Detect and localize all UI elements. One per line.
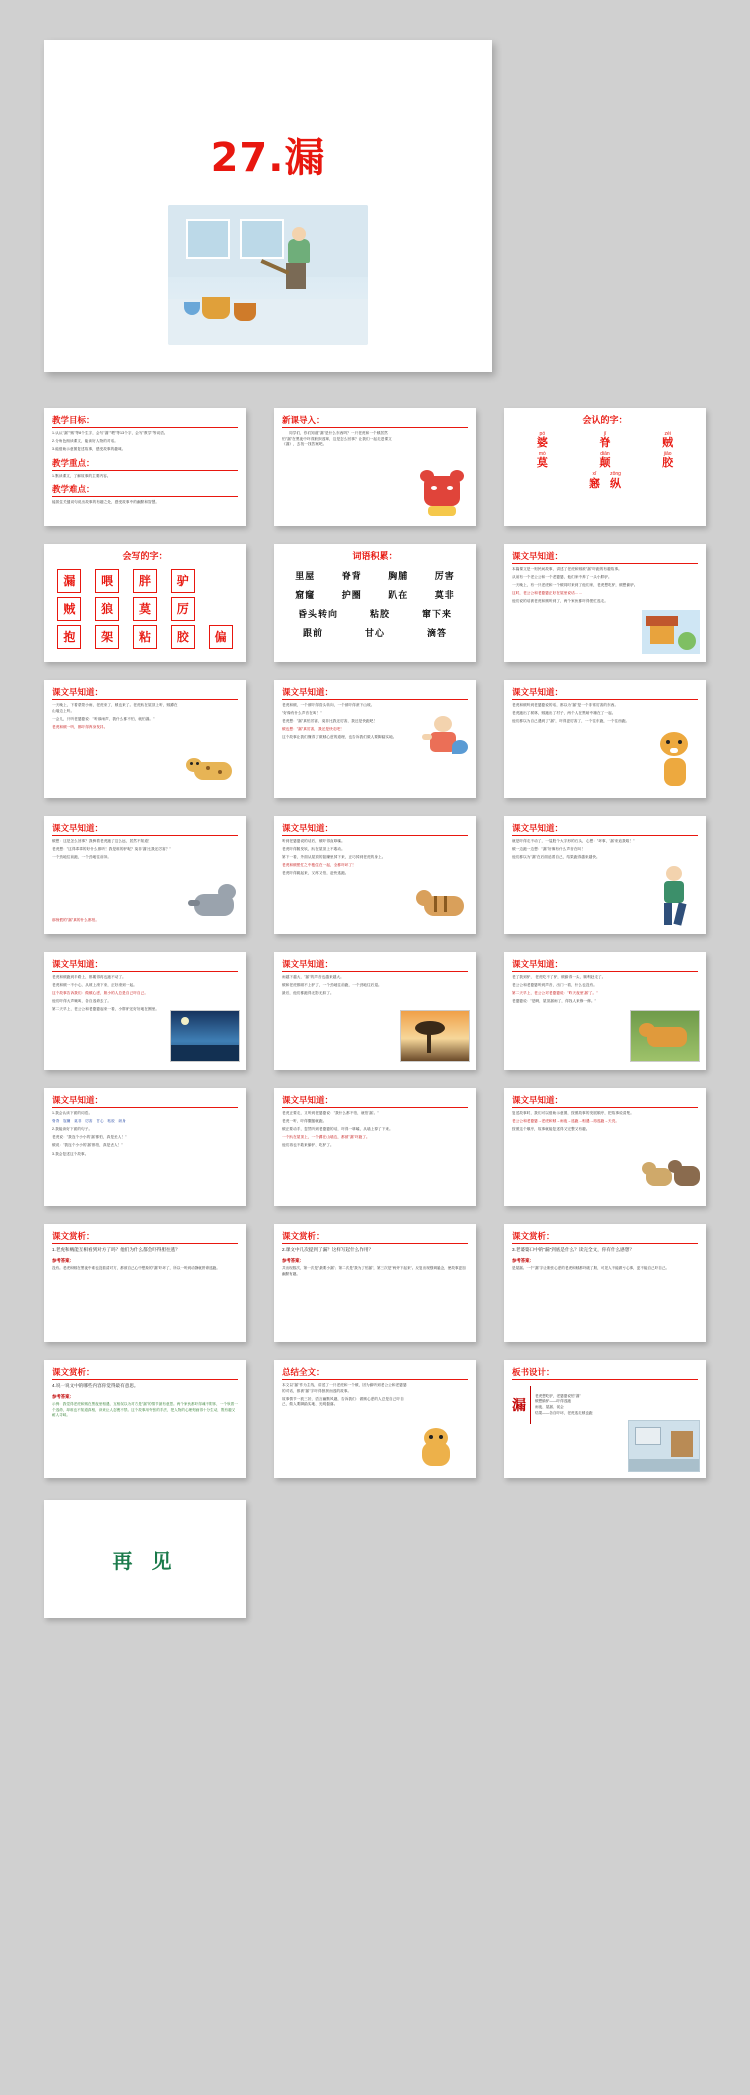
photo-night-landscape	[170, 1010, 240, 1062]
char-box: 莫	[133, 597, 157, 621]
text-line: 第二天早上，老公公对老婆婆说："昨天夜里'漏'了。"	[512, 991, 598, 996]
cartoon-person-thinking-drip-icon	[420, 714, 468, 760]
key-line: 1.默读课文，了解故事的主要内容。	[52, 474, 111, 479]
text-line: 从前有一个老公公和一个老婆婆，他们家中养了一头小胖驴。	[512, 575, 612, 580]
house-night-illustration-icon	[642, 610, 700, 654]
page-title: 27.漏	[210, 135, 326, 181]
slide-header: 课文早知道：	[512, 1095, 698, 1108]
pinyin-cell: diān 颠	[599, 450, 611, 470]
slide-board-design[interactable]	[504, 1360, 706, 1478]
text-line-highlight: 老虎和贼慌忙之中抱住在一起，全都吓坏了！	[282, 863, 356, 868]
slide-header: 课文早知道：	[512, 959, 698, 972]
slide-header: 课文早知道：	[512, 687, 698, 700]
slide-header: 课文早知道：	[52, 959, 238, 972]
photo-tiger-grass	[630, 1010, 700, 1062]
slide-appreciation-2[interactable]	[274, 1224, 476, 1342]
text-line: 3.我会复述这个故事。	[52, 1151, 89, 1156]
text-line: 他们说的话被老虎和贼听到了，两个家伙都吓得慌忙逃走。	[512, 599, 609, 604]
slide-header: 课文早知道：	[512, 823, 698, 836]
text-line: 脊背 窟窿 莫非 厉害 甘心 粘胶 纵身	[52, 1119, 126, 1124]
text-line: 老虎跑出了树林，贼跑出了村子，两个人在黑暗中撞在了一起。	[512, 711, 616, 716]
slide-early-know-8[interactable]	[44, 952, 246, 1070]
text-line: 他们再也不敢来偷驴、吃驴了。	[282, 1143, 334, 1148]
text-line: 这个故事让我们懂得了做贼心虚的道理，也告诉我们做人要脚踏实地。	[282, 735, 397, 740]
text-line: 听到老婆婆说的话后，贼吓得直哆嗦。	[282, 839, 345, 844]
slide-header: 课文早知道：	[282, 959, 468, 972]
text-line-highlight: 这个故事告诉我们：做贼心虚，胆小的人总是自己吓自己。	[52, 991, 149, 996]
cartoon-tiger-sitting-icon	[412, 1428, 460, 1472]
text-line-highlight: 一个趴在屋顶上，一个蹲在山墙边，都被"漏"吓跑了。	[282, 1135, 370, 1140]
photo-room-interior	[628, 1420, 700, 1472]
text-line: 老了我到驴， 老虎吃不了驴，贼偷得一头，顺利赶走了。	[512, 975, 606, 980]
cartoon-tiger-red-icon	[416, 466, 468, 518]
char-grid	[52, 569, 238, 649]
slide-appreciation-1[interactable]	[44, 1224, 246, 1342]
char-box: 偏	[209, 625, 233, 649]
slide-subheader-difficulty: 教学难点：	[52, 484, 238, 497]
text-line: 这时，老公公和老婆婆正好在屋里说话……	[512, 591, 583, 596]
slide-early-know-9[interactable]	[274, 952, 476, 1070]
slide-grid	[44, 408, 706, 1478]
char-box: 抱	[57, 625, 81, 649]
slide-header: 课文早知道：	[52, 1095, 238, 1108]
end-slide	[44, 1500, 246, 1618]
text-line: 他们吓得大声喊叫，各自逃命去了。	[52, 999, 112, 1004]
slide-header: 课文赏析：	[512, 1231, 698, 1244]
text-line: 老虎和贼听到老婆婆说的话，都以为"漏"是一个非常厉害的东西。	[512, 703, 619, 708]
text-line: 老虎说："我连个小小的'漏'都怕，真是丢人！"	[52, 1135, 127, 1140]
answer-label: 参考答案：	[52, 1394, 74, 1400]
cartoon-tiger-standing-icon	[648, 728, 700, 792]
text-line: 雨越下越大，"漏"的声音也越来越大。	[282, 975, 344, 980]
char-box: 厉	[171, 597, 195, 621]
slide-early-know-10[interactable]	[504, 952, 706, 1070]
answer-text: 没有。老虎和贼在黑夜中谁也没看清对方，都被自己心中想象的"漏"吓坏了，所以一听到动静就拼命逃跑。	[52, 1266, 220, 1271]
goal-line: 1.认认"漏""贼"等8个生字，会写"漏""喂"等13个字，会写"教学"等词语。	[52, 431, 168, 436]
text-line: 贼一边跑一边想："漏"好像有什么声音在叫！	[512, 847, 585, 852]
text-line: "好像有什么声音在叫！"	[282, 711, 322, 716]
text-line: 贼想：这是怎么回事？我骑着老虎跑了这么远，居然不知道！	[52, 839, 152, 844]
text-line: 第下一看，外面从屋顶的窟窿里掉下来，正巧掉到老虎的身上。	[282, 855, 386, 860]
board-branch: 雨夜、屋漏、误会	[535, 1405, 564, 1410]
slide-header: 词语积累：	[352, 551, 398, 561]
text-line: 贼说："我连个小小的'漏'都怕，真是丢人！"	[52, 1143, 123, 1148]
slide-header: 板书设计：	[512, 1367, 698, 1380]
text-line: 一个劲地往前跑，一个劲地往前冲。	[52, 855, 112, 860]
intro-text: 同学们，你们知道"漏"是什么东西吗？一只老虎和一个贼居然怕"漏"在黑夜中吓得狼狈逃窜，这是怎么回事？让我们一起走进课文《漏》，去找一找答案吧。	[282, 431, 392, 447]
slide-early-know-13[interactable]	[504, 1088, 706, 1206]
text-line: 本篇课文是一则民间故事，讲述了老虎和贼被"漏"吓跑的有趣故事。	[512, 567, 622, 572]
slide-early-know-7[interactable]	[504, 816, 706, 934]
pinyin-cell-extra: xī 窸	[589, 471, 600, 490]
pinyin-cell: jǐ 脊	[599, 430, 611, 450]
text-line: 第二天早上，老公公和老婆婆起来一看，小胖驴还好好地在圈里。	[52, 1007, 160, 1012]
slide-new-lesson-intro[interactable]	[274, 408, 476, 526]
slide-header: 课文早知道：	[52, 687, 238, 700]
slide-header: 课文早知道：	[512, 551, 698, 564]
quote-line: 那惊慌的"漏"真的什么都怕。	[52, 917, 100, 922]
answer-text: 是屋漏。一个"漏"字让胆怯心虚的老虎和贼都吓破了胆，可见人不能做亏心事，更不能自己吓自己。	[512, 1266, 670, 1271]
difficulty-line: 能抓住关键词句说出故事的有趣之处，感受故事中的幽默和智慧。	[52, 499, 160, 504]
char-box: 喂	[95, 569, 119, 593]
slide-recognize-chars[interactable]	[504, 408, 706, 526]
question-text: 4.说一说文中的哪些内容你觉得最有意思。	[52, 1383, 139, 1389]
text-line: 最后，他们都跑得无影无踪了。	[282, 991, 334, 996]
slide-early-know-4[interactable]	[504, 680, 706, 798]
pinyin-grid	[512, 432, 698, 470]
pinyin-cell: zōng 纵	[610, 471, 621, 490]
cartoon-dog-and-cow-icon	[642, 1152, 702, 1200]
text-line: 他们都以为自己遇到了"漏"，吓得更厉害了，一个往东跑，一个往西跑。	[512, 719, 630, 724]
char-box: 狼	[95, 597, 119, 621]
answer-label: 参考答案：	[512, 1258, 534, 1264]
slide-early-know-2[interactable]	[44, 680, 246, 798]
slide-early-know-3[interactable]	[274, 680, 476, 798]
photo-sunset-tree	[400, 1010, 470, 1062]
slide-early-know-1[interactable]	[504, 544, 706, 662]
slide-appreciation-4[interactable]	[44, 1360, 246, 1478]
text-line: 老虎一听，吓得撒腿就跑。	[282, 1119, 327, 1124]
slide-teaching-goals[interactable]	[44, 408, 246, 526]
char-box: 架	[95, 625, 119, 649]
slide-write-chars[interactable]	[44, 544, 246, 662]
text-line: 按照这个顺序，故事就能复述得又完整又有趣。	[512, 1127, 590, 1132]
title-slide	[44, 40, 492, 372]
text-line: 2.我能读好下面的句子。	[52, 1127, 93, 1132]
pinyin-cell: jiāo 胶	[662, 450, 674, 470]
slide-header: 新课导入：	[282, 415, 468, 428]
slide-early-know-5[interactable]	[44, 816, 246, 934]
text-line: 贼也想："漏"真厉害，我还是快走吧！	[282, 727, 344, 732]
text-line: 老婆婆说："是啊，屋顶漏雨了，得找人来修一修。"	[512, 999, 597, 1004]
char-box: 粘	[133, 625, 157, 649]
text-line: 老虎和贼一听，都吓得浑身发抖。	[52, 724, 108, 729]
text-line: 老虎和贼跑到半路上，都累得再也跑不动了。	[52, 975, 126, 980]
text-line: 他们都以为"漏"在后面追着自己，结果跑得越来越快。	[512, 855, 600, 860]
text-line: 老公公和老婆婆→老虎和贼→雨夜→逃跑→相遇→再逃跑→天亮。	[512, 1119, 620, 1124]
text-line: 老虎想："漏"真怕厉害，莫非比我还厉害，我还是快跑吧！	[282, 719, 378, 724]
word-list	[282, 569, 468, 639]
board-branch: 贼想偷驴——吓得逃跑	[535, 1399, 571, 1404]
text-line: 就是吓得走不动了，一屁股个大字形的石头，心想："坏事，'漏'来追我啦！"	[512, 839, 635, 844]
word-row: 昏头转向 粘胶 窜下来	[297, 609, 452, 620]
slide-header: 总结全文：	[282, 1367, 468, 1380]
cartoon-running-boy-icon	[654, 866, 696, 928]
text-line: 故事情节一波三折，语言幽默风趣，告诉我们：做贼心虚的人总是自己吓自己，做人要脚踏实地、光明磊落。	[282, 1396, 404, 1407]
slide-header: 课文早知道：	[282, 1095, 468, 1108]
text-line: 老虎和贼，一个被吓得昏头转向，一个被吓得滚下山坡。	[282, 703, 375, 708]
pinyin-cell: mò 莫	[536, 450, 548, 470]
slide-appreciation-3[interactable]	[504, 1224, 706, 1342]
text-line: 老虎想："这得乖乖的好什么都听！我是谁的驴呢？莫非'漏'比我还厉害？"	[52, 847, 171, 852]
slide-header: 会认的字：	[582, 415, 628, 425]
board-branch: 结果——各自吓坏，老虎逃走贼也跑	[535, 1410, 593, 1415]
slide-header: 课文赏析：	[282, 1231, 468, 1244]
text-line: 贼和老虎都顾不上驴了，一个劲地往前跑，一个劲地往后退。	[282, 983, 382, 988]
word-row: 窟窿 护圈 趴在 莫非	[295, 590, 455, 601]
pinyin-cell: pó 婆	[536, 430, 548, 450]
word-row: 里屋 脊背 胸脯 厉害	[295, 571, 455, 582]
slide-summary[interactable]	[274, 1360, 476, 1478]
cartoon-gray-animal-icon	[188, 880, 240, 928]
word-row: 跟前 甘心 滴答	[302, 628, 447, 639]
slide-subheader-key: 教学重点：	[52, 458, 238, 471]
answer-label: 参考答案：	[282, 1258, 304, 1264]
slide-early-know-12[interactable]	[274, 1088, 476, 1206]
goal-line: 2.分角色朗读课文，能读好人物的对话。	[52, 439, 118, 444]
answer-text: 共出现数次，第一次是"最要小漏"；第二次是"我为了怕漏"，第三次是"两旁下起来"。反复出现强调悬念，使故事更加幽默有趣。	[282, 1266, 466, 1276]
cartoon-leopard-icon	[186, 750, 240, 790]
board-center-word: 漏	[512, 1398, 526, 1415]
goodbye-text: 再 见	[112, 1548, 178, 1573]
slide-header: 会写的字：	[122, 551, 168, 561]
question-text: 3.老婆婆口中的"漏"到底是什么？读完全文，你有什么感想？	[512, 1247, 634, 1253]
char-box: 贼	[57, 597, 81, 621]
slide-header: 课文赏析：	[52, 1367, 238, 1380]
slide-header: 教学目标：	[52, 415, 238, 428]
text-line: 复述故事时，我们可以借助示意图，按照故事的发展顺序，把故事说清楚。	[512, 1111, 634, 1116]
text-line: 一会儿，只听老婆婆说："听那雨声，我什么都不怕，就怕漏。"	[52, 716, 155, 721]
text-line: 贼正要动手，忽然听到老婆婆的话，吓得一哆嗦，从墙上掉了下来。	[282, 1127, 393, 1132]
answer-text: 示例：我觉得老虎和贼在黑夜里相遇，互相误以为对方是"漏"的情节最有意思。两个家伙都吓得魂不附体，一个驮着一个逃命，却谁也不知道真相，读来让人忍俊不禁。这个故事用夸张的手法，把人物的心理刻画得十分生动，既有趣又耐人寻味。	[52, 1402, 238, 1418]
answer-label: 参考答案：	[52, 1258, 74, 1264]
slide-header: 课文早知道：	[52, 823, 238, 836]
text-line: 一天晚上，下着蒙蒙小雨，老虎来了，贼也来了。老虎趴在屋顶上听，贼蹲在山墙边上听。	[52, 703, 178, 713]
text-line: 老公公和老婆婆听到声音，出门一看，什么也没有。	[512, 983, 597, 988]
title-illustration	[168, 205, 368, 345]
char-box: 胖	[133, 569, 157, 593]
text-line: 1.我会认读下面的词语。	[52, 1111, 93, 1116]
slide-word-accumulation[interactable]	[274, 544, 476, 662]
cartoon-striped-cat-icon	[416, 884, 470, 926]
board-branch: 老虎想吃驴，老婆婆说怕"漏"	[535, 1393, 581, 1398]
char-box: 胶	[171, 625, 195, 649]
question-text: 1.老虎和贼能互相看到对方了吗？他们为什么都会吓得胆往逃？	[52, 1247, 180, 1253]
slide-early-know-6[interactable]	[274, 816, 476, 934]
text-line: 老虎吓得腿发软，趴在屋顶上不敢动。	[282, 847, 345, 852]
text-line: 老虎和贼一不小心，从坡上滚下来，正好滚到一起。	[52, 983, 137, 988]
text-line: 老虎正要走，又听到老婆婆说："我什么都不怕，就怕'漏'。"	[282, 1111, 379, 1116]
slide-header: 课文早知道：	[282, 823, 468, 836]
text-line: 一天晚上，有一只老虎和一个贼同时来到了他们家，老虎想吃驴，贼想偷驴。	[512, 583, 638, 588]
char-box: 漏	[57, 569, 81, 593]
slide-early-know-11[interactable]	[44, 1088, 246, 1206]
slide-header: 课文赏析：	[52, 1231, 238, 1244]
char-box: 驴	[171, 569, 195, 593]
text-line: 本文以"漏"作为主线，讲述了一只老虎和一个贼，因为偷听到老公公和老婆婆的对话，都被"漏"字吓得狼狈而逃的故事。	[282, 1383, 407, 1393]
slide-header: 课文早知道：	[282, 687, 468, 700]
goal-line: 3.能借助示意图复述故事，感受故事的趣味。	[52, 447, 126, 452]
pinyin-cell: zéi 贼	[662, 430, 674, 450]
question-text: 2.课文中几次提到了漏？这样写起什么作用？	[282, 1247, 374, 1253]
text-line: 老虎吓得跳起来，又疼又怕，赶快逃跑。	[282, 871, 349, 876]
